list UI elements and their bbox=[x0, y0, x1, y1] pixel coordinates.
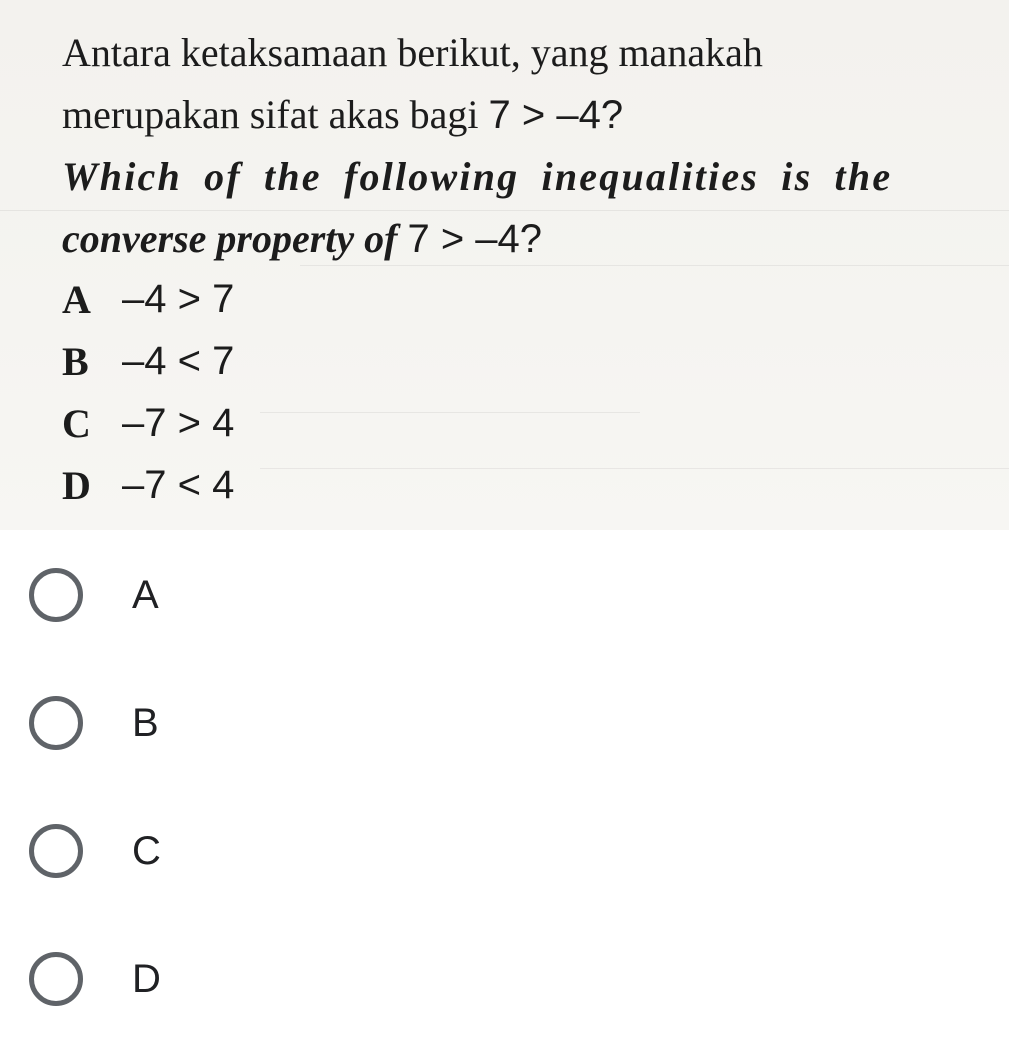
question-text-english bbox=[62, 152, 974, 276]
radio-button[interactable] bbox=[29, 696, 83, 750]
malay-line-2: merupakan sifat akas bagi bbox=[62, 92, 479, 137]
option-expression: –4 < 7 bbox=[122, 338, 235, 383]
answer-label: B bbox=[132, 700, 159, 745]
answer-choice-a[interactable] bbox=[0, 545, 1009, 645]
option-letter: D bbox=[62, 462, 91, 508]
english-line-1: Which of the following inequalities is the bbox=[62, 154, 893, 199]
answer-label: D bbox=[132, 956, 161, 1001]
answer-label: C bbox=[132, 828, 161, 873]
answer-choice-c[interactable] bbox=[0, 801, 1009, 901]
answer-choice-d[interactable] bbox=[0, 929, 1009, 1029]
answer-label: A bbox=[132, 572, 159, 617]
radio-button[interactable] bbox=[29, 568, 83, 622]
radio-button[interactable] bbox=[29, 824, 83, 878]
malay-line-1: Antara ketaksamaan berikut, yang manakah bbox=[62, 30, 763, 75]
option-expression: –7 > 4 bbox=[122, 400, 235, 445]
english-inequality: 7 > –4? bbox=[407, 217, 543, 261]
radio-button[interactable] bbox=[29, 952, 83, 1006]
malay-inequality: 7 > –4? bbox=[488, 93, 624, 137]
english-line-2: converse property of bbox=[62, 216, 398, 261]
answer-choice-b[interactable] bbox=[0, 673, 1009, 773]
option-letter: A bbox=[62, 276, 91, 322]
question-option-b bbox=[62, 330, 234, 392]
question-option-c bbox=[62, 392, 234, 454]
question-options bbox=[62, 268, 234, 516]
option-expression: –7 < 4 bbox=[122, 462, 235, 507]
option-letter: C bbox=[62, 400, 91, 446]
question-text-malay bbox=[62, 28, 974, 152]
option-expression: –4 > 7 bbox=[122, 276, 235, 321]
option-letter: B bbox=[62, 338, 89, 384]
question-option-a bbox=[62, 268, 234, 330]
question-option-d bbox=[62, 454, 234, 516]
